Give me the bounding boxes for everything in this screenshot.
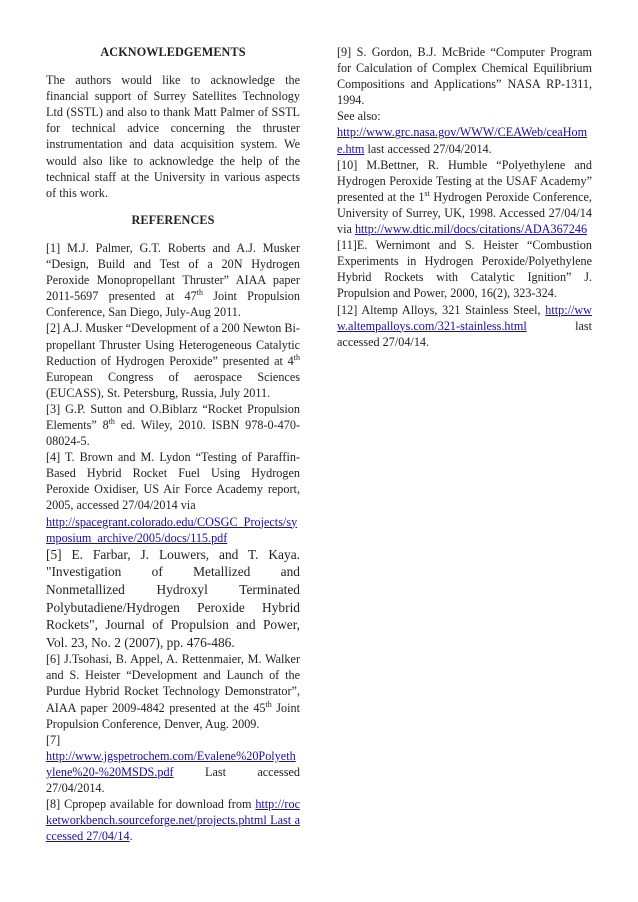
acknowledgements-heading: ACKNOWLEDGEMENTS bbox=[100, 45, 246, 59]
reference-10-link[interactable]: http://www.dtic.mil/docs/citations/ADA367246 bbox=[354, 222, 588, 237]
reference-3: [3] G.P. Sutton and O.Biblarz “Rocket Propulsion Elements” 8th ed. Wiley, 2010. ISBN 978-0-470-08024-5. bbox=[46, 401, 300, 449]
reference-11: [11]E. Wernimont and S. Heister “Combustion Experiments in Hydrogen Peroxide/Polyethylene Hybrid Rockets with Catalytic Ignition” J. Propulsion and Power, 2000, 16(2), 323-324. bbox=[337, 238, 592, 301]
reference-1: [1] M.J. Palmer, G.T. Roberts and A.J. Musker “Design, Build and Test of a 20N Hydrogen Peroxide Monopropellant Thruster” AIAA paper 2011-5697 presented at 47th Joint Propulsion Conference, San Diego, July-Aug 2011. bbox=[46, 240, 300, 320]
left-column bbox=[46, 44, 300, 844]
reference-8: [8] Cpropep available for download from http://rocketworkbench.sourceforge.net/projects.phtml Last accessed 27/04/14. bbox=[46, 797, 300, 844]
reference-10: [10] M.Bettner, R. Humble “Polyethylene and Hydrogen Peroxide Testing at the USAF Academy” presented at the 1st Hydrogen Peroxide Conference, University of Surrey, UK, 1998. Accessed 27/04/14 via http://www.dtic.mil/docs/citations/ADA367246 bbox=[337, 157, 592, 237]
references-heading: REFERENCES bbox=[131, 212, 215, 227]
reference-9-link[interactable]: http://www.grc.nasa.gov/WWW/CEAWeb/ceaHome.htm bbox=[337, 125, 588, 156]
reference-5: [5] E. Farbar, J. Louwers, and T. Kaya. "Investigation of Metallized and Nonmetallized Hydroxyl Terminated Polybutadiene/Hydrogen Peroxide Hybrid Rockets", Journal of Propulsion and Power, Vol. 23, No. 2 (2007), pp. 476-486. bbox=[46, 546, 300, 650]
reference-7-link[interactable]: http://www.jgspetrochem.com/Evalene%20Polyethylene%20-%20MSDS.pdf bbox=[46, 748, 296, 779]
reference-7: [7] http://www.jgspetrochem.com/Evalene%20Polyethylene%20-%20MSDS.pdf Last accessed 27/04/2014. bbox=[46, 732, 300, 796]
reference-9: [9] S. Gordon, B.J. McBride “Computer Program for Calculation of Complex Chemical Equilibrium Compositions and Applications” NASA RP-1311, 1994. See also: http://www.grc.nasa.gov/WWW/CEAWeb/ceaHome.htm last accessed 27/04/2014. bbox=[337, 45, 592, 156]
reference-8-link[interactable]: http://rocketworkbench.sourceforge.net/projects.phtml Last accessed 27/04/14 bbox=[46, 797, 300, 844]
right-column bbox=[337, 44, 592, 350]
reference-12: [12] Altemp Alloys, 321 Stainless Steel, http://www.altempalloys.com/321-stainless.html last accessed 27/04/14. bbox=[337, 302, 592, 349]
acknowledgements-text: The authors would like to acknowledge the financial support of Surrey Satellites Technology Ltd (SSTL) and also to thank Matt Palmer of SSTL for technical advice concerning the thruster instrumentation and data acquisition system. We would also like to acknowledge the help of the technical staff at the University in various aspects of this work. bbox=[46, 73, 300, 200]
reference-12-link[interactable]: http://www.altempalloys.com/321-stainless.html bbox=[337, 302, 592, 333]
reference-6: [6] J.Tsohasi, B. Appel, A. Rettenmaier, M. Walker and S. Heister “Development and Launch of the Purdue Hybrid Rocket Technology Demonstrator”, AIAA paper 2009-4842 presented at the 45th Joint Propulsion Conference, Denver, Aug. 2009. bbox=[46, 652, 300, 731]
reference-4: [4] T. Brown and M. Lydon “Testing of Paraffin-Based Hybrid Rocket Fuel Using Hydrogen Peroxide Oxidiser, US Air Force Academy report, 2005, accessed 27/04/2014 via http://spacegrant.colorado.edu/COSGC_Projects/symposium_archive/2005/docs/115.pdf bbox=[46, 450, 300, 545]
reference-2: [2] A.J. Musker “Development of a 200 Newton Bi-propellant Thruster Using Heterogeneous Catalytic Reduction of Hydrogen Peroxide” presented at 4th European Congress of aerospace Sciences (EUCASS), St. Petersburg, Russia, July 2011. bbox=[46, 321, 300, 400]
reference-4-link[interactable]: http://spacegrant.colorado.edu/COSGC_Projects/symposium_archive/2005/docs/115.pdf bbox=[46, 514, 298, 545]
